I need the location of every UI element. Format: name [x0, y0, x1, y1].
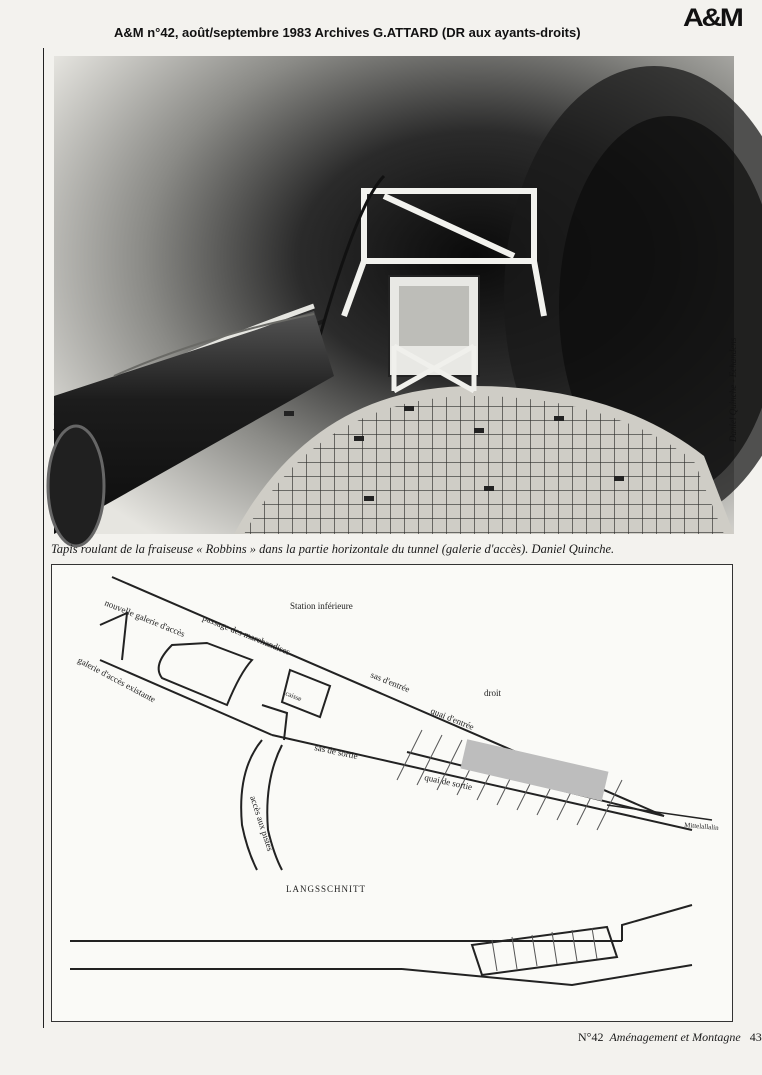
page-number: 43 [749, 1030, 762, 1044]
label-nouvelle-galerie: nouvelle galerie d'accès [103, 597, 187, 639]
tunnel-photo [54, 56, 734, 534]
label-mittelallalin: Mittelallalin [683, 821, 720, 833]
station-plan [51, 564, 733, 1022]
magazine-name: Aménagement et Montagne [609, 1030, 741, 1044]
label-acces-pistes: accès aux pistes [248, 794, 276, 853]
left-rule [43, 48, 44, 1028]
page-footer [578, 1030, 762, 1045]
tunnel-photo-illustration [54, 56, 734, 534]
label-langsschnitt: LANGSSCHNITT [286, 884, 367, 894]
label-station: Station inférieure [290, 601, 353, 611]
label-passage: passage des marchandises [201, 612, 292, 657]
photo-caption: Tapis roulant de la fraiseuse « Robbins » dans la partie horizontale du tunnel (galerie d'accès). Daniel Quinche. [51, 542, 615, 556]
label-sas-entree: sas d'entrée [369, 669, 412, 695]
issue-number: N°42 [578, 1030, 604, 1044]
station-plan-drawing [52, 565, 732, 1021]
label-caisse: caisse [284, 689, 303, 704]
label-sas-sortie: sas de sortie [313, 742, 359, 762]
header-caption: A&M n°42, août/septembre 1983 Archives G.ATTARD (DR aux ayants-droits) [114, 25, 581, 40]
photo-credit: Daniel Quinche - Echandens [728, 337, 738, 442]
label-quai-entree: quai d'entrée [429, 705, 476, 733]
label-quai-sortie: quai de sortie [423, 772, 474, 793]
label-galerie-existante: galerie d'accès existante [76, 654, 158, 705]
label-droit: droit [484, 688, 501, 698]
magazine-logo: A&M [683, 4, 742, 32]
